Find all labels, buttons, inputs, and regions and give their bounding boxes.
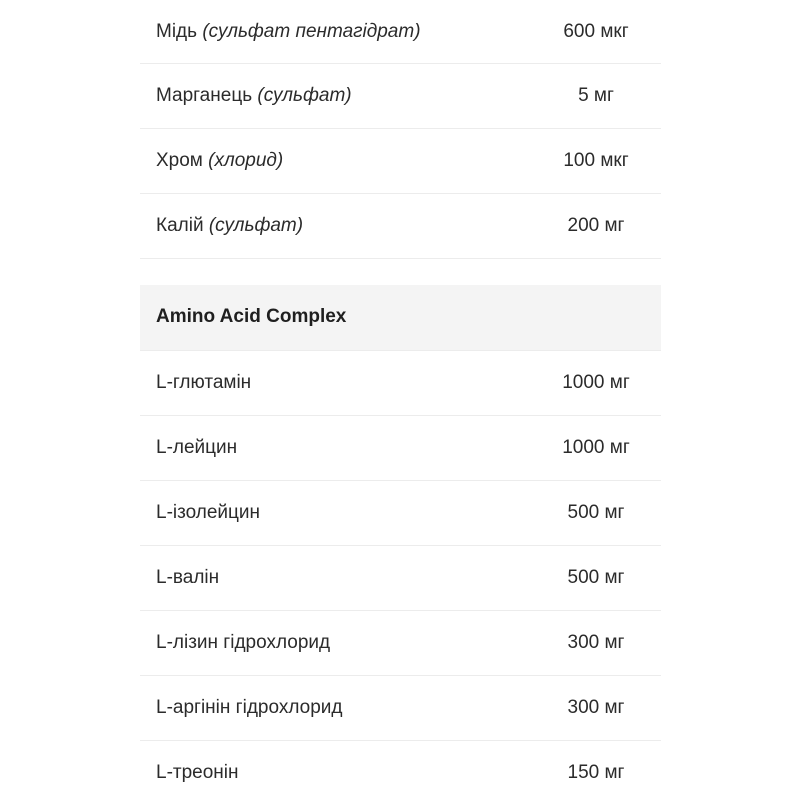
ingredient-name: Мідь (сульфат пентагідрат): [156, 21, 421, 42]
section-spacer: [140, 259, 661, 285]
table-row: [140, 676, 661, 741]
ingredient-name: L-треонін: [156, 762, 239, 783]
ingredient-amount: 5 мг: [578, 85, 614, 106]
table-row: [140, 129, 661, 194]
ingredient-name: Марганець (сульфат): [156, 85, 352, 106]
ingredient-amount: 500 мг: [567, 567, 625, 588]
ingredient-amount: 100 мкг: [563, 150, 629, 171]
section-header: [140, 285, 661, 351]
ingredient-amount: 300 мг: [567, 697, 625, 718]
ingredient-name: Калій (сульфат): [156, 215, 304, 236]
table-row: [140, 546, 661, 611]
table-row: [140, 0, 661, 64]
section-title: Amino Acid Complex: [156, 306, 347, 327]
ingredient-name: L-лейцин: [156, 437, 238, 458]
table-row: [140, 481, 661, 546]
ingredient-amount: 500 мг: [567, 502, 625, 523]
ingredient-name: Хром (хлорид): [156, 150, 284, 171]
table-row: [140, 416, 661, 481]
ingredient-name: L-глютамін: [156, 372, 252, 393]
table-row: [140, 741, 661, 800]
ingredient-amount: 1000 мг: [562, 372, 630, 393]
ingredient-name: L-лізин гідрохлорид: [156, 632, 331, 653]
ingredient-amount: 600 мкг: [563, 21, 629, 42]
ingredient-amount: 150 мг: [567, 762, 625, 783]
ingredient-name: L-ізолейцин: [156, 502, 261, 523]
ingredient-amount: 1000 мг: [562, 437, 630, 458]
ingredient-amount: 200 мг: [567, 215, 625, 236]
table-row: [140, 194, 661, 259]
nutrition-table: [140, 0, 661, 800]
table-row: [140, 64, 661, 129]
ingredient-name: L-аргінін гідрохлорид: [156, 697, 343, 718]
table-row: [140, 611, 661, 676]
ingredient-amount: 300 мг: [567, 632, 625, 653]
ingredient-name: L-валін: [156, 567, 220, 588]
table-row: [140, 351, 661, 416]
